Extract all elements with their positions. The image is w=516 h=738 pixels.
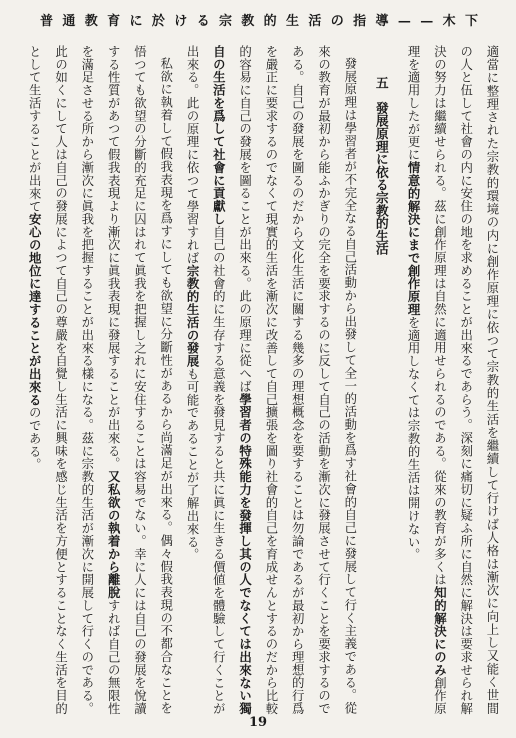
text-column xyxy=(100,45,126,717)
text-column xyxy=(231,45,257,717)
text-column xyxy=(284,45,310,717)
text-segment: のである。 xyxy=(27,406,43,471)
text-segment: 私欲に執着して假我表現を爲すにしても欲望に分斷性があるから尚滿足が出來る。偶々假我表現の不都合なことを xyxy=(158,57,174,715)
emphasized-text: 宗教的生活の發展 xyxy=(185,264,201,368)
text-column xyxy=(479,45,505,717)
text-segment: すれば自己の無限性 xyxy=(106,599,122,715)
text-segment: 的容易に自己の發展を圖ることが出來る。此の原理に從へば xyxy=(237,45,253,393)
text-line xyxy=(317,45,332,715)
text-line xyxy=(432,45,447,715)
text-column xyxy=(74,45,100,717)
emphasized-text: 又私欲の執着から離脫 xyxy=(106,470,122,600)
text-line xyxy=(290,45,305,715)
text-segment: 自己の社會的に生存する意義を發見すると共に眞に生きる價値を體驗して行くことが xyxy=(211,225,227,715)
text-segment: 決の努力は繼續せられる。茲に創作原理は自然に適用せられるのである。從來の教育が多くは xyxy=(432,45,448,587)
text-segment: 適當に整理された宗教的環境の内に創作原理に依つて宗教的生活を繼續して行けば人格は漸次に向上し又能く世間 xyxy=(485,45,500,715)
text-column xyxy=(205,45,231,717)
text-column xyxy=(126,45,152,717)
text-line xyxy=(485,45,500,715)
text-segment: 此の如くにして人は自己の發展によつて自己の尊嚴を自覺し生活に興味を感じ生活を方便とすることなく生活を目的 xyxy=(53,45,69,715)
text-segment: も可能であることが了解出來る。 xyxy=(185,367,201,562)
text-column xyxy=(400,45,426,717)
page-body xyxy=(21,45,505,717)
text-line xyxy=(132,45,147,715)
text-column xyxy=(152,45,178,717)
text-segment: する性質があつて假我表現より漸次に眞我表現に發展することが出來る。 xyxy=(106,45,122,471)
emphasized-text: 自の生活を爲して社會に貢獻し xyxy=(211,45,227,226)
emphasized-text: 安心の地位に達することが出來る xyxy=(27,212,43,407)
text-segment: を滿足させる所から漸次に眞我を把握することが出來る樣になる。茲に宗教的生活が漸次に開展して行くのである。 xyxy=(79,45,95,715)
text-line xyxy=(459,45,474,715)
text-column xyxy=(21,45,47,717)
text-segment: 創作原 xyxy=(432,676,448,715)
text-line xyxy=(211,45,226,715)
text-segment: ある。自己の發展を圖るのだから文化生活に關する幾多の理想概念を要することは勿論であるが最初から理想的行爲 xyxy=(290,45,306,715)
text-segment: を嚴正に要求するのでなくて現實的生活を漸次に改善して自己擴張を圖り社會的自己を育成せんとするのだから比較 xyxy=(263,45,279,715)
page-number: 19 xyxy=(248,715,268,730)
text-line xyxy=(106,45,121,715)
text-segment: の人と伍して社會の内に安住の地を求めることが出來るであらう。深刻に痛切に疑ふ所に自然に解決は要求せられ解 xyxy=(458,45,474,715)
text-column xyxy=(426,45,452,717)
text-column xyxy=(258,45,284,717)
text-column xyxy=(452,45,478,717)
text-line xyxy=(80,45,95,715)
text-line xyxy=(185,45,200,561)
text-segment: 來の教育が最初から能ふかぎりの完全を要求するのに反して自己の活動を漸次に發展させて行くことを要求するので xyxy=(316,45,332,715)
text-segment: 理を適用したが更に xyxy=(406,45,422,162)
text-segment: 出來る。此の原理に依つて學習すれば xyxy=(185,45,201,265)
running-header xyxy=(40,13,487,31)
text-column xyxy=(337,45,363,717)
text-line xyxy=(264,45,279,715)
text-line xyxy=(54,45,69,715)
text-segment: を適用しなくては宗教的生活は開けない。 xyxy=(406,316,422,562)
text-column xyxy=(47,45,73,717)
text-line xyxy=(238,45,253,715)
text-line xyxy=(27,45,42,471)
text-column xyxy=(310,45,336,717)
text-line xyxy=(406,45,421,561)
text-line xyxy=(159,57,174,715)
emphasized-text: 情意的解決にまで創作原理 xyxy=(406,161,422,316)
emphasized-text: 知的解決にのみ xyxy=(432,586,448,677)
running-header-text: 普通教育に於ける宗教的生活の指導——木下 xyxy=(40,14,488,29)
text-line xyxy=(343,57,358,715)
text-column xyxy=(179,45,205,717)
section-heading: 五 發展原理に依る宗教的生活 xyxy=(372,75,388,255)
text-segment: として生活することが出來て xyxy=(27,45,43,213)
text-segment: 發展原理は學習者が不完全なる自己活動から出發して全一的活動を爲す社會的自己に發展して行く主義である。從 xyxy=(342,57,358,715)
emphasized-text: 學習者の特殊能力を發揮し其の人でなくては出來ない獨 xyxy=(237,392,253,715)
text-segment: 悟つても欲望の分斷的充足に囚はれて眞我を把握し之れに安住することは容易でない。幸に人には自己の發展を悅讀 xyxy=(132,45,148,715)
